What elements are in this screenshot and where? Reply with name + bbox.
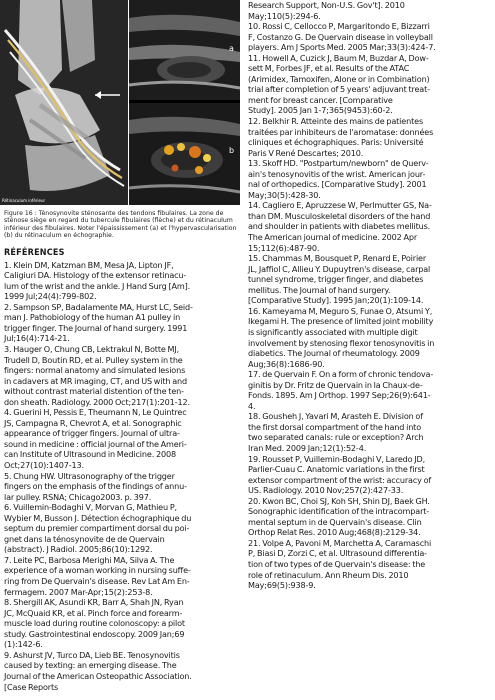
figure-caption: Figure 16 : Ténosynovite sténosante des tendons fibulaires. La zone de sténose siège en regard du tubercule fibulaires (flèche) et du rétinaculum inférieur des fibulaires. Noter l'épaississement (a) et l'hypervascularisation (b) du rétinaculum en échographie. <box>4 210 237 240</box>
reference-item: 10. Rossi C, Cellocco P, Margaritondo E, Bizzarri F, Costanzo G. De Quervain disease in volleyball players. Am J Sports Med. 2005 Mar;33(3):424-7. <box>248 21 436 53</box>
right-column <box>248 0 491 591</box>
reference-item: 9. Ashurst JV, Turco DA, Lieb BE. Tenosynovitis caused by texting: an emerging disease. The Journal of the American Osteopathic Association. [Case Reports <box>4 649 192 692</box>
references-heading: RÉFÉRENCES <box>4 247 65 258</box>
reference-item: 16. Kameyama M, Meguro S, Funae O, Atsumi Y, Ikegami H. The presence of limited joint mobility is significantly associated with multiple digit involvement by stenosing flexor tenosynovitis in diabetics. The Journal of rheumatology. 2009 Aug;36(8):1686-90. <box>248 305 435 369</box>
reference-item: 7. Leite PC, Barbosa Merighi MA, Silva A. The experience of a woman working in nursing suffe- ring from De Quervain's disease. Rev Lat Am En- fermagem. 2007 Mar-Apr;15(2):253-8. <box>4 554 191 597</box>
references-list-left <box>0 260 243 692</box>
figure-panel-illustration <box>0 0 128 205</box>
reference-item: 6. Vuillemin-Bodaghi V, Morvan G, Mathieu P, Wybier M, Busson J. Détection échographique du septum du premier compartiment dorsal du poi- gnet dans la ténosynovite de de Quervain (abstract). J Radiol. 2005;86(10):1292. <box>4 502 192 555</box>
reference-item: 13. Skoff HD. "Postpartum/newborn" de Querv- ain's tenosynovitis of the wrist. American jour- nal of orthopedics. [Comparative Study]. 2001 May;30(5):428-30. <box>248 158 429 200</box>
ultrasound-images <box>129 0 240 205</box>
reference-item: 14. Cagliero E, Apruzzese W, Perlmutter GS, Na- than DM. Musculoskeletal disorders of the hand and shoulder in patients with diabetes mellitus. The American journal of medicine. 2002 Apr 15;112(6):487-90. <box>248 200 432 253</box>
figure-16 <box>0 0 240 206</box>
figure-panel-ultrasound <box>129 0 240 205</box>
reference-item: 1. Klein DM, Katzman BM, Mesa JA, Lipton JF, Caligiuri DA. Histology of the extensor retinacu- lum of the wrist and the ankle. J Hand Surg [Am]. 1999 Jul;24(4):799-802. <box>4 259 190 302</box>
reference-item: 17. de Quervain F. On a form of chronic tendova- ginitis by Dr. Fritz de Quervain in la Chaux-de- Fonds. 1895. Am J Orthop. 1997 Sep;26(9):641- 4. <box>248 369 434 411</box>
reference-item: 3. Hauger O, Chung CB, Lektrakul N, Botte MJ, Trudell D, Boutin RD, et al. Pulley system in the fingers: normal anatomy and simulated lesions in cadavers at MR imaging, CT, and US with and without contrast material distention of the ten- don sheath. Radiology. 2000 Oct;217(1):201-12. <box>4 344 190 407</box>
panel-letter-a: a <box>229 44 234 53</box>
panel-letter-b: b <box>229 146 235 155</box>
reference-item: 2. Sampson SP, Badalamente MA, Hurst LC, Seid- man J. Pathobiology of the human A1 pulley in trigger finger. The Journal of hand surgery. 1991 Jul;16(4):714-21. <box>4 301 193 344</box>
ankle-illustration <box>0 0 128 205</box>
reference-item: 5. Chung HW. Ultrasonography of the trigger fingers on the emphasis of the findings of annu- lar pulley. RSNA; Chicago2003. p. 397. <box>4 470 187 502</box>
reference-item: 15. Chammas M, Bousquet P, Renard E, Poirier JL, Jaffiol C, Allieu Y. Dupuytren's disease, carpal tunnel syndrome, trigger finger, and diabetes mellitus. The Journal of hand surgery. [Comparative Study]. 1995 Jan;20(1):109-14. <box>248 253 431 306</box>
references-list-right <box>248 0 491 591</box>
reference-item: 11. Howell A, Cuzick J, Baum M, Buzdar A, Dow- sett M, Forbes JF, et al. Results of the ATAC (Arimidex, Tamoxifen, Alone or in Combination) trial after completion of 5 years' adjuvant treat- ment for breast cancer. [Comparative Study]. 2005 Jan 1-7;365(9453):60-2. <box>248 52 430 116</box>
reference-item: Research Support, Non-U.S. Gov't]. 2010 May;110(5):294-6. <box>248 0 405 21</box>
reference-item: 19. Rousset P, Vuillemin-Bodaghi V, Laredo JD, Parlier-Cuau C. Anatomic variations in the first extensor compartment of the wrist: accuracy of US. Radiology. 2010 Nov;257(2):427-33. <box>248 453 432 496</box>
retinaculum-label: Rétinaculum inférieur <box>2 198 46 203</box>
reference-item: 21. Volpe A, Pavoni M, Marchetta A, Caramaschi P, Biasi D, Zorzi C, et al. Ultrasound differentia- tion of two types of de Quervain's disease: the role of retinaculum. Ann Rheum Dis. 2010 May;69(5):938-9. <box>248 537 432 591</box>
reference-item: 20. Kwon BC, Choi SJ, Koh SH, Shin DJ, Baek GH. Sonographic identification of the intracompart- mental septum in de Quervain's disease. Clin Orthop Relat Res. 2010 Aug;468(8):2129-34. <box>248 495 430 538</box>
reference-item: 4. Guerini H, Pessis E, Theumann N, Le Quintrec JS, Campagna R, Chevrot A, et al. Sonographic appearance of trigger fingers. Journal of ultra- sound in medicine : official journal of the Ameri- can Institute of Ultrasound in Medicine. 2008 Oct;27(10):1407-13. <box>4 407 187 471</box>
reference-item: 8. Shergill AK, Asundi KR, Barr A, Shah JN, Ryan JC, McQuaid KR, et al. Pinch force and forearm- muscle load during routine colonoscopy: a pilot study. Gastrointestinal endoscopy. 2009 Jan;69 (1):142-6. <box>4 597 185 650</box>
reference-item: 12. Belkhir R. Atteinte des mains de patientes traitées par inhibiteurs de l'aromatase: données cliniques et échographiques. Paris: Université Paris V René Descartes; 2010. <box>248 116 434 158</box>
reference-item: 18. Gousheh J, Yavari M, Arasteh E. Division of the first dorsal compartment of the hand into two separated canals: rule or exception? Arch Iran Med. 2009 Jan;12(1):52-4. <box>248 411 424 453</box>
left-column <box>0 0 243 692</box>
